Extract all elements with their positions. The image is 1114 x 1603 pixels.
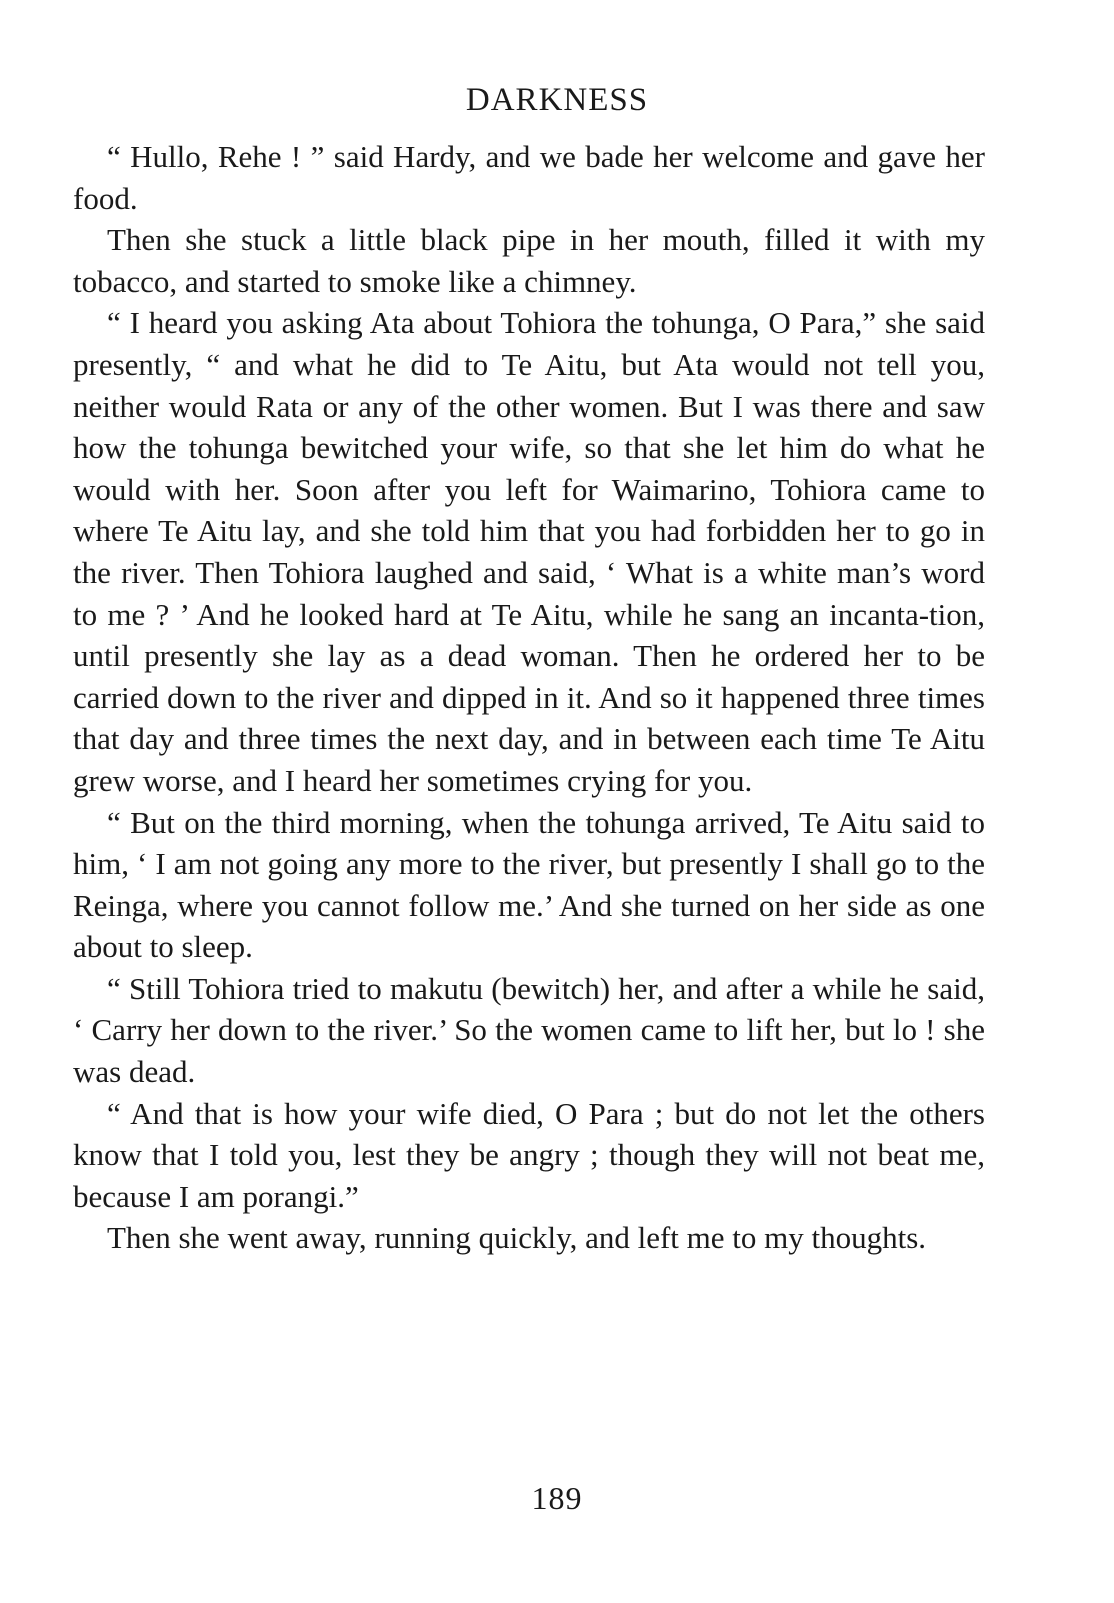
paragraph: Then she went away, running quickly, and left me to my thoughts. [107, 1220, 927, 1256]
page-number: 189 [531, 1480, 583, 1516]
paragraph: “ But on the third morning, when the tohunga arrived, Te Aitu said to him, ‘ I am not going any more to the river, but presently I shall go to the Reinga, where you cannot follow me.’ And she turned on her side as one about to sleep. [73, 804, 985, 965]
running-head: DARKNESS [465, 82, 649, 118]
paragraph: “ And that is how your wife died, O Para ; but do not let the others know that I told you, lest they be angry ; though they will not beat me, because I am porangi.” [73, 1095, 985, 1214]
paragraph: “ Hullo, Rehe ! ” said Hardy, and we bade her welcome and gave her food. [73, 139, 985, 216]
paragraph: “ I heard you asking Ata about Tohiora the tohunga, O Para,” she said presently, “ and what he did to Te Aitu, but Ata would not tell you, neither would Rata or any of the other women. But I was there and saw how the tohunga bewitched your wife, so that she let him do what he would with her. Soon after you left for Waimarino, Tohiora came to where Te Aitu lay, and she told him that you had forbidden her to go in the river. Then Tohiora laughed and said, ‘ What is a white man’s word to me ? ’ And he looked hard at Te Aitu, while he sang an incanta-tion, until presently she lay as a dead woman. Then he ordered her to be carried down to the river and dipped in it. And so it happened three times that day and three times the next day, and in between each time Te Aitu grew worse, and I heard her sometimes crying for you. [73, 305, 985, 798]
paragraph: Then she stuck a little black pipe in her mouth, filled it with my tobacco, and started to smoke like a chimney. [73, 222, 985, 299]
paragraph: “ Still Tohiora tried to makutu (bewitch) her, and after a while he said, ‘ Carry her down to the river.’ So the women came to lift her, but lo ! she was dead. [73, 970, 985, 1090]
body-text [73, 136, 985, 1259]
